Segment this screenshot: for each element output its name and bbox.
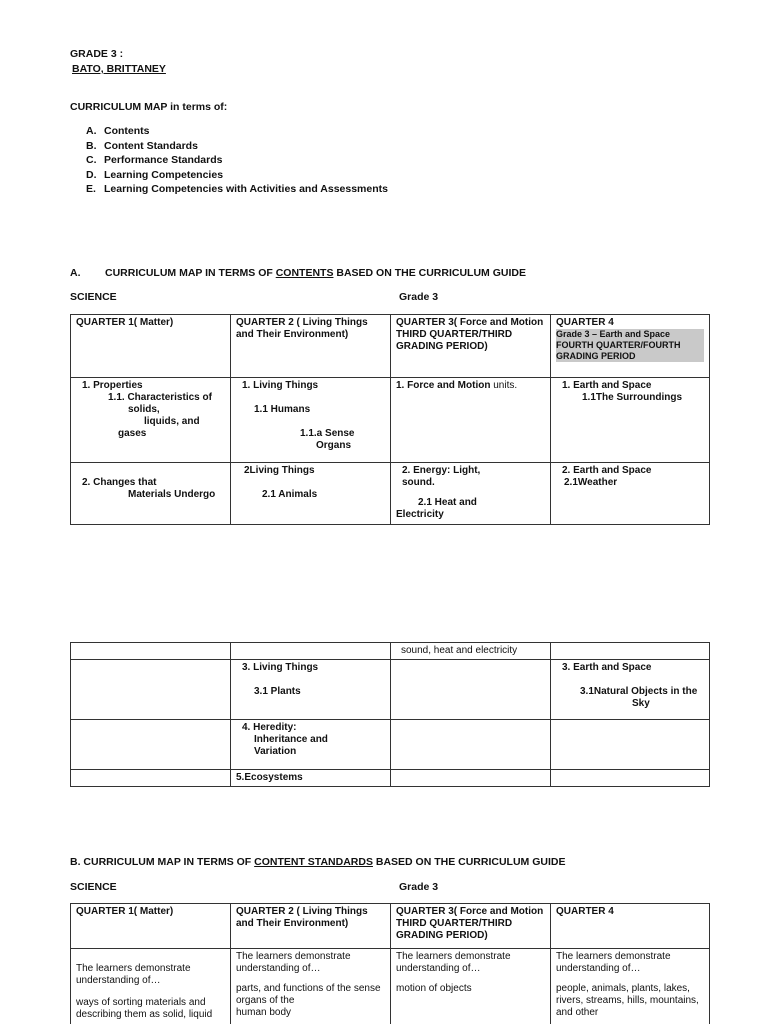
header-q4: QUARTER 4	[551, 904, 710, 949]
section-a-grade: Grade 3	[399, 291, 439, 303]
header-q3: QUARTER 3( Force and Motion THIRD QUARTER/THIRD GRADING PERIOD)	[391, 315, 551, 378]
table-header-row	[71, 315, 710, 378]
cell-q4: 3. Earth and Space 3.1Natural Objects in the Sky	[551, 660, 710, 720]
header-q3: QUARTER 3( Force and Motion THIRD QUARTER/THIRD GRADING PERIOD)	[391, 904, 551, 949]
header-q4-title: QUARTER 4	[556, 317, 614, 328]
cell-q2: 5.Ecosystems	[231, 770, 391, 787]
table-row	[71, 643, 710, 660]
section-b-grade: Grade 3	[399, 881, 439, 893]
grade-label: GRADE 3 :	[70, 48, 124, 60]
cell-q3: The learners demonstrate understanding of… motion of objects	[391, 949, 551, 1024]
table-row	[71, 770, 710, 787]
cell-q4: 2. Earth and Space 2.1Weather	[551, 463, 710, 525]
table-row	[71, 378, 710, 463]
intro-title: CURRICULUM MAP in terms of:	[70, 101, 228, 113]
cell-q3	[391, 770, 551, 787]
author-name: BATO, BRITTANEY	[72, 63, 166, 75]
table-row	[71, 463, 710, 525]
intro-item: A. Contents	[86, 125, 150, 137]
cell-q1	[71, 660, 231, 720]
cell-q1: The learners demonstrate understanding of… ways of sorting materials and describing them as solid, liquid	[71, 949, 231, 1024]
table-row	[71, 720, 710, 770]
header-q4	[551, 315, 710, 378]
table-header-row	[71, 904, 710, 949]
section-b-heading: B. CURRICULUM MAP IN TERMS OF CONTENT STANDARDS BASED ON THE CURRICULUM GUIDE	[70, 856, 566, 868]
cell-q4	[551, 770, 710, 787]
intro-item: D. Learning Competencies	[86, 168, 224, 181]
section-a-heading: A. CURRICULUM MAP IN TERMS OF CONTENTS BASED ON THE CURRICULUM GUIDE	[70, 267, 526, 279]
cell-q2: 2Living Things 2.1 Animals	[231, 463, 391, 525]
header-q2: QUARTER 2 ( Living Things and Their Environment)	[231, 904, 391, 949]
intro-list	[86, 124, 388, 197]
header-q1: QUARTER 1( Matter)	[71, 904, 231, 949]
cell-q3: 1. Force and Motion units.	[391, 378, 551, 463]
intro-item: B. Content Standards	[86, 139, 198, 152]
section-b-subject: SCIENCE	[70, 881, 117, 893]
cell-q2: 1. Living Things 1.1 Humans 1.1.a Sense Organs	[231, 378, 391, 463]
cell-q1	[71, 770, 231, 787]
cell-q3: sound, heat and electricity	[391, 643, 551, 660]
cell-q4: The learners demonstrate understanding of… people, animals, plants, lakes, rivers, streams, hills, mountains, and other	[551, 949, 710, 1024]
cell-q4	[551, 643, 710, 660]
section-b-table-clip	[70, 903, 710, 1024]
header-q4-highlight: Grade 3 – Earth and Space FOURTH QUARTER/FOURTH GRADING PERIOD	[556, 329, 704, 362]
cell-q1	[71, 643, 231, 660]
cell-q3	[391, 720, 551, 770]
table-row	[71, 949, 710, 1024]
section-a-table-continued	[70, 642, 710, 787]
cell-q4	[551, 720, 710, 770]
cell-q2: The learners demonstrate understanding of… parts, and functions of the sense organs of the human body	[231, 949, 391, 1024]
intro-item: C. Performance Standards	[86, 154, 223, 166]
cell-q3	[391, 660, 551, 720]
section-a-table	[70, 314, 710, 525]
header-q2: QUARTER 2 ( Living Things and Their Environment)	[231, 315, 391, 378]
cell-q2	[231, 643, 391, 660]
section-b-table	[70, 903, 710, 1024]
cell-q2: 4. Heredity: Inheritance and Variation	[231, 720, 391, 770]
table-row	[71, 660, 710, 720]
intro-item: E. Learning Competencies with Activities and Assessments	[86, 183, 388, 195]
header-q1: QUARTER 1( Matter)	[71, 315, 231, 378]
cell-q1	[71, 720, 231, 770]
cell-q3: 2. Energy: Light, sound. 2.1 Heat and Electricity	[391, 463, 551, 525]
cell-q2: 3. Living Things 3.1 Plants	[231, 660, 391, 720]
section-a-subject: SCIENCE	[70, 291, 117, 303]
cell-q1: 2. Changes that Materials Undergo	[71, 463, 231, 525]
cell-q4: 1. Earth and Space 1.1The Surroundings	[551, 378, 710, 463]
cell-q1: 1. Properties 1.1. Characteristics of solids, liquids, and gases	[71, 378, 231, 463]
